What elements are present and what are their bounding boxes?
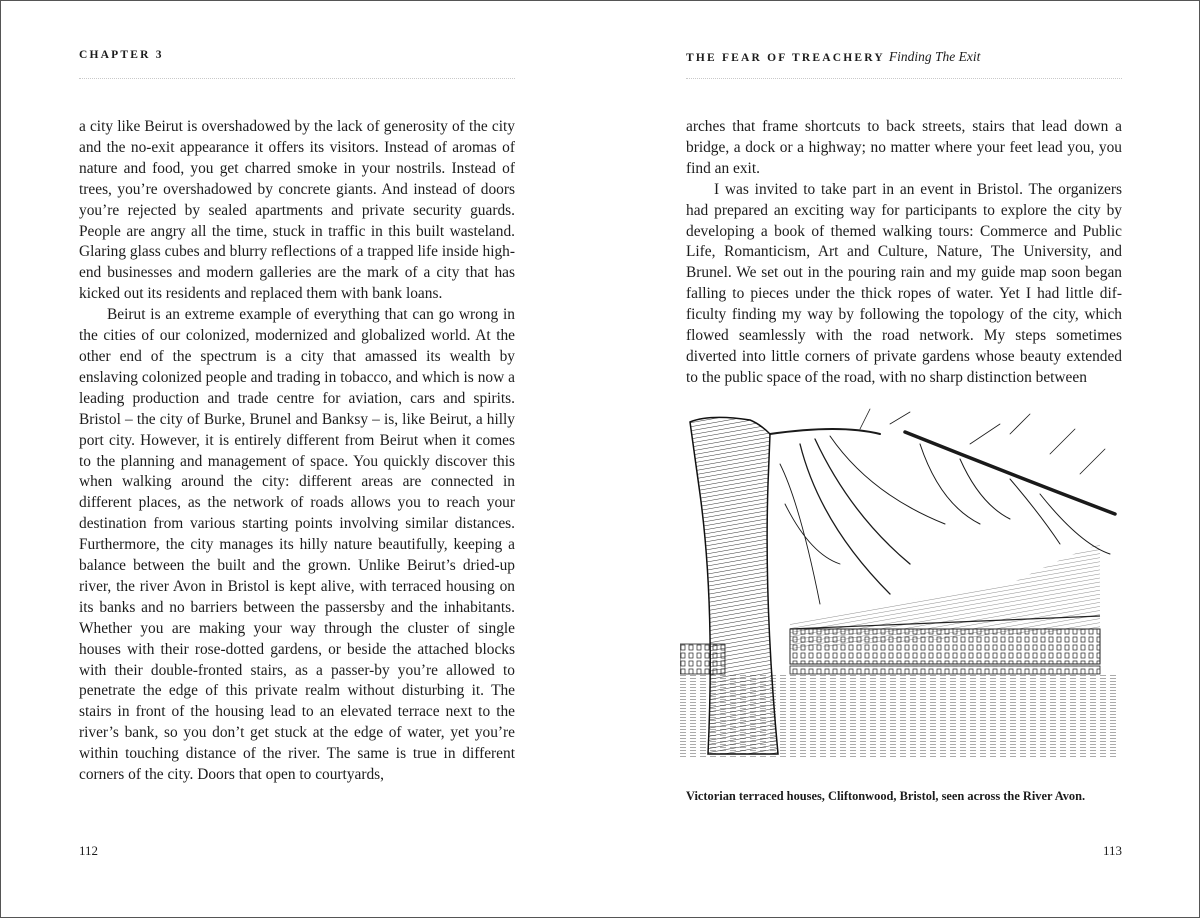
running-head-title [686,49,980,65]
figure-caption: Victorian terraced houses, Cliftonwood, Bristol, seen across the River Avon. [686,789,1086,803]
page-number: 112 [79,843,99,858]
running-head-chapter: CHAPTER 3 [79,49,164,61]
body-text [686,117,1122,389]
paragraph: I was invited to take part in an event in Bristol. The organizers had prepared an exciting way for participants to explore the city by developing a book of themed walking tours: Commerce and Public Life, Romanticism, Art and Culture, Nature, The University, and Brunel. We set out in the pouring rain and my guide map soon began falling to pieces under the thick ropes of water. Yet I had little difficulty finding my way by following the topology of the city, which flowed seamlessly with the road network. My steps sometimes diverted into little corners of private gardens whose beauty extended to the public space of the road, with no sharp distinction between [686,180,1122,386]
terraced-houses [790,629,1100,664]
body-text [79,117,515,786]
page-number: 113 [1102,843,1122,858]
header-rule [79,78,515,79]
right-page [600,0,1200,918]
paragraph: Beirut is an extreme example of everything that can go wrong in the cities of our colonized, modernized and globalized world. At the other end of the spectrum is a city that amassed its wealth by enslaving colonized people and trading in tobacco, and which is now a leading production and trade centre for aviation, cars and spirits. Bristol – the city of Burke, Brunel and Banksy – is, like Beirut, a hilly port city. However, it is entirely different from Beirut when it comes to the planning and management of space. You quickly discover this when walking around the city: different areas are connected in different places, as the network of roads allows you to reach your destination from various starting points involving similar distances. Furthermore, the city manages its hilly nature beautifully, keeping a balance between the built and the grown. Unlike Beirut’s dried-up river, the river Avon in Bristol is kept alive, with terraced housing on its banks and no barriers between the passersby and the inhabitants. Whether you are making your way through the cluster of single houses with their rose-dotted gardens, or beside the attached blocks with their double-fronted stairs, as a passer-by you’re allowed to penetrate the edge of this private realm without disturbing it. The stairs in front of the housing lead to an elevated terrace next to the river’s bank, so you don’t get stuck at the edge of water, yet you’re within touching distance of the river. The same is true in different corners of the city. Doors that open to courtyards, [79,306,515,784]
embankment-railing [790,666,1100,674]
paragraph: arches that frame shortcuts to back streets, stairs that lead down a bridge, a dock or a highway; no matter where your feet lead you, you find an exit. [686,118,1122,177]
header-rule [686,78,1122,79]
running-head-main: THE FEAR OF TREACHERY [686,52,885,64]
illustration-bristol-riverside [680,404,1120,774]
paragraph: a city like Beirut is overshadowed by the lack of generosity of the city and the no-exit appearance it offers its visitors. Instead of aromas of nature and food, you get charred smoke in your nostrils. Instead of trees, you’re overshadowed by concrete giants. And instead of doors you’re rejected by sealed apartments and private security guards. People are angry all the time, stuck in traffic in this built wasteland. Glaring glass cubes and blurry reflections of a trapped life inside high-end businesses and modern galleries are the mark of a city that has kicked out its residents and replaced them with bank loans. [79,118,515,303]
running-head-subtitle: Finding The Exit [888,49,981,64]
